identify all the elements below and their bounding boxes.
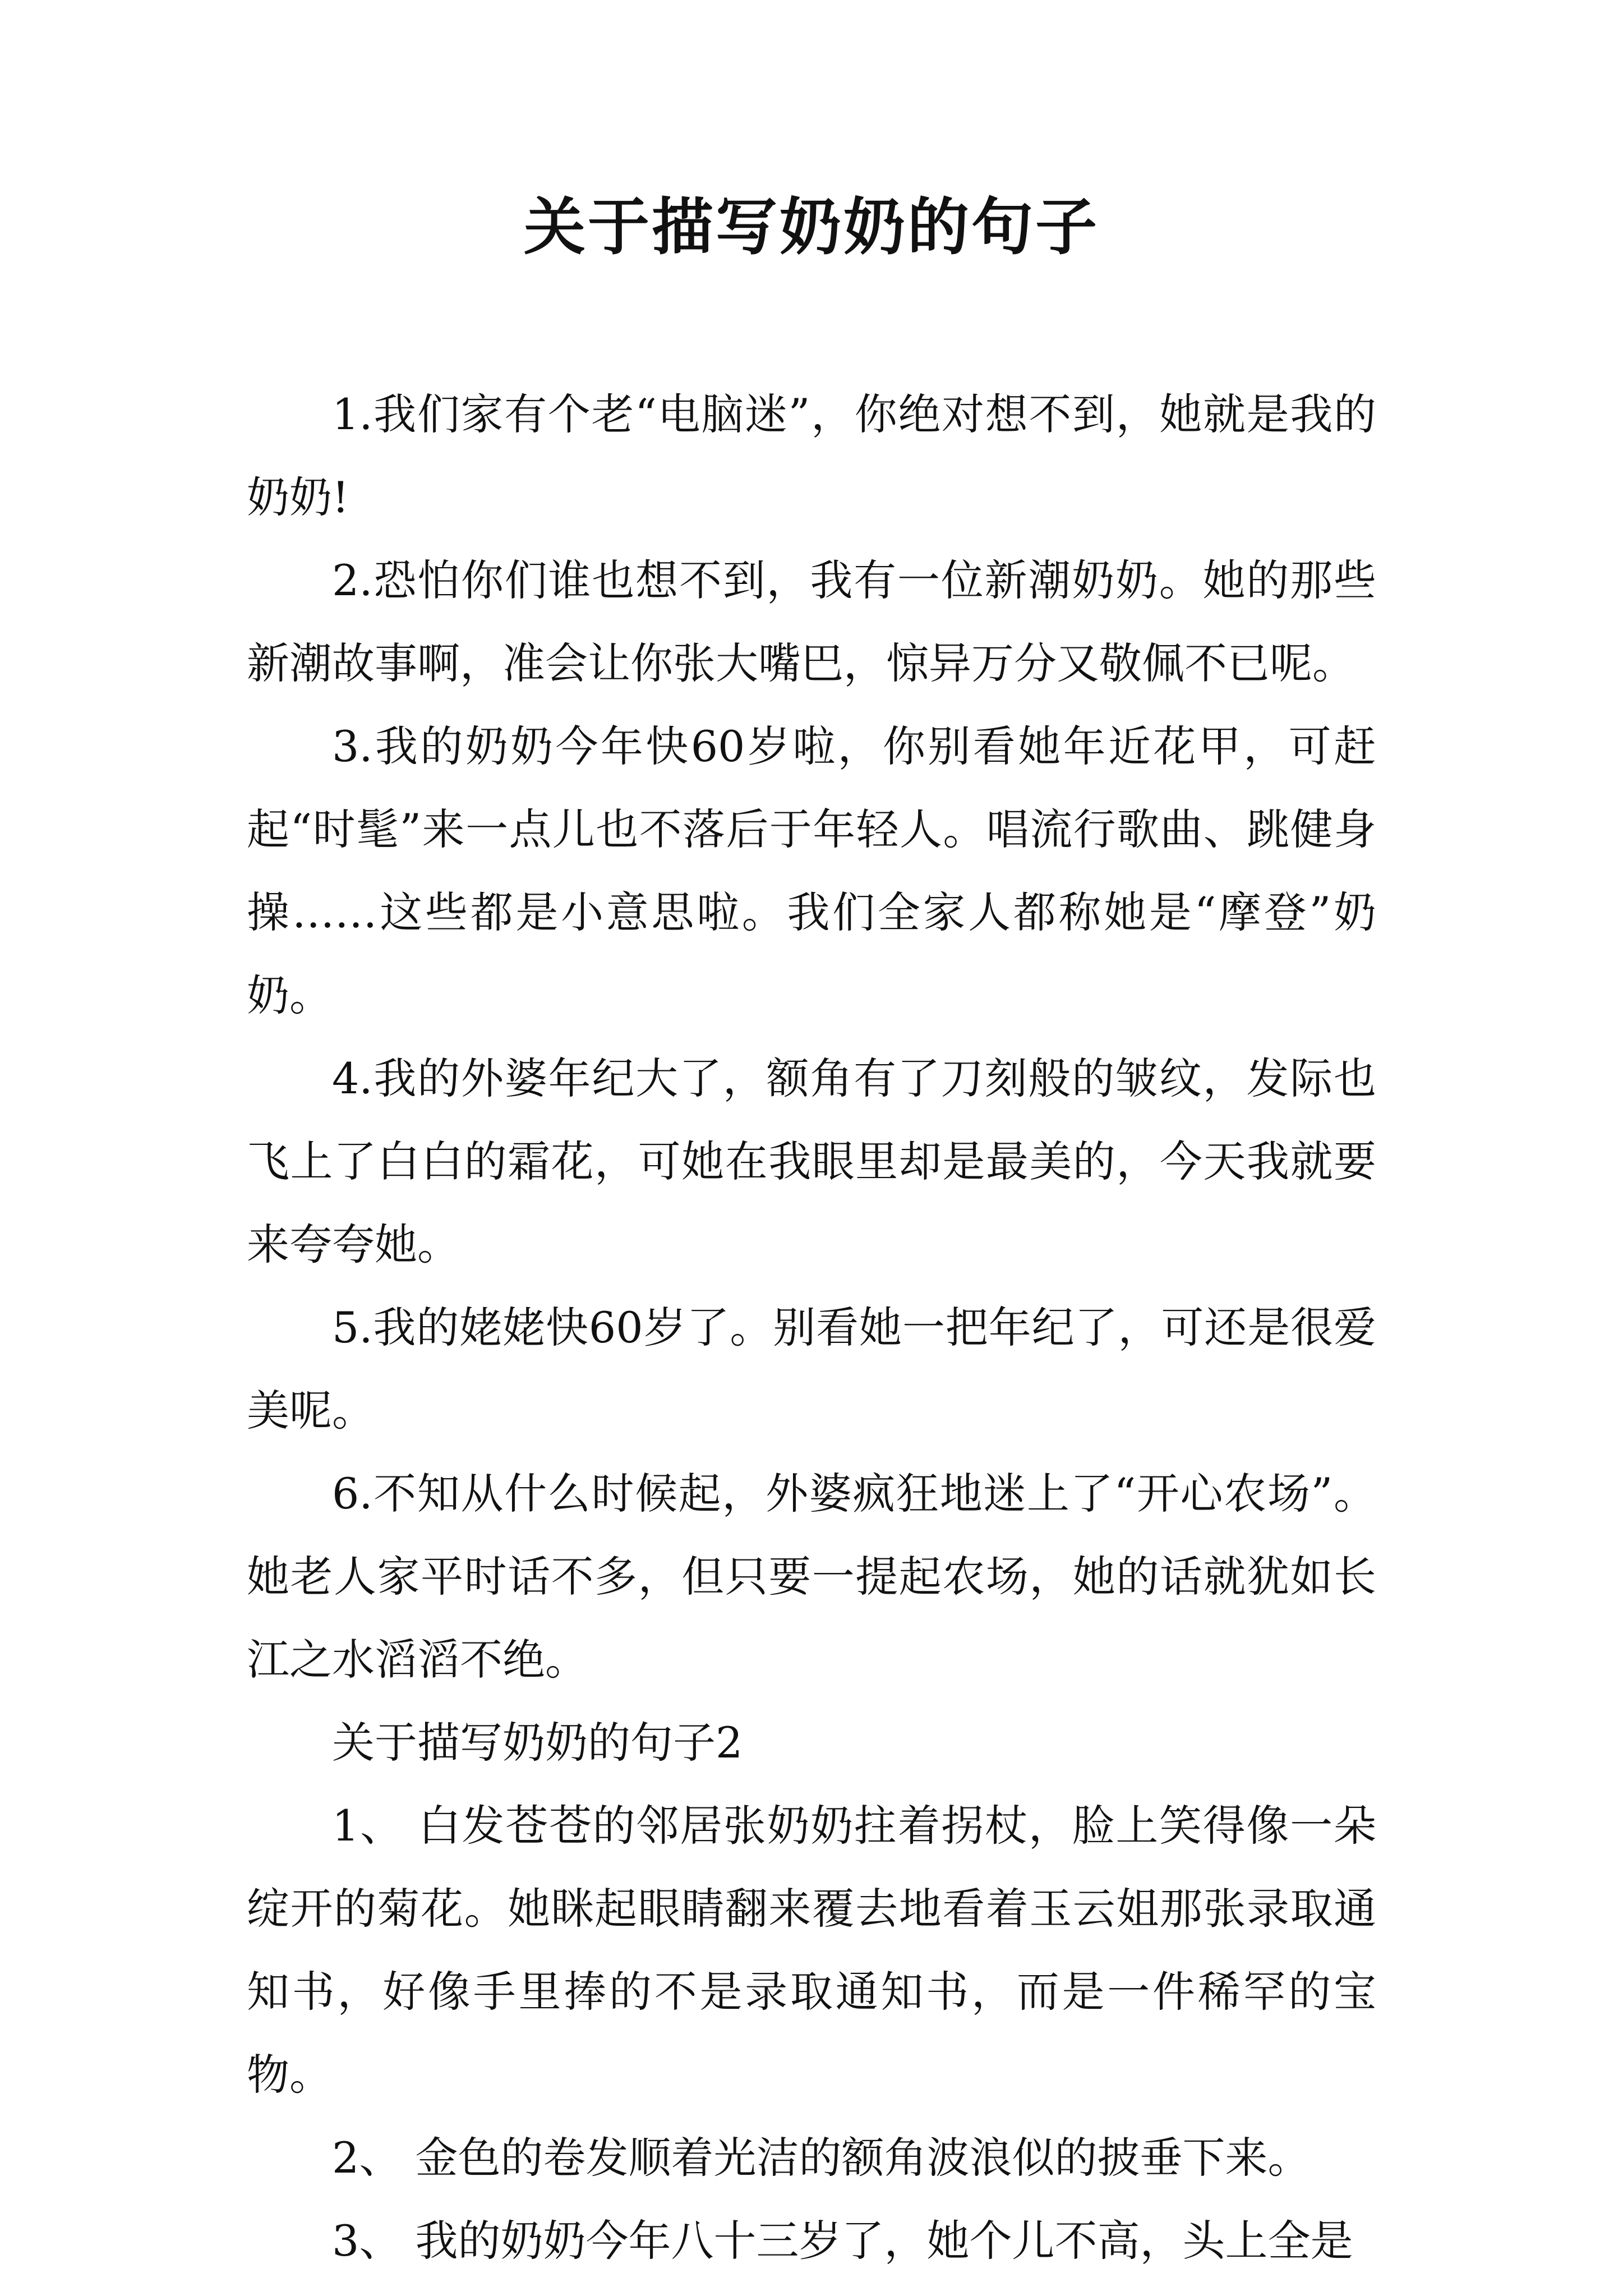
paragraph-1: 1.我们家有个老“电脑迷”，你绝对想不到，她就是我的奶奶! [247,389,1376,522]
paragraph-4: 4.我的外婆年纪大了，额角有了刀刻般的皱纹，发际也飞上了白白的霜花，可她在我眼里却是最美的，今天我就要来夸夸她。 [247,1053,1376,1269]
paragraph-9: 3、 我的奶奶今年八十三岁了，她个儿不高，头上全是 [332,2216,1353,2266]
paragraph-3: 3.我的奶奶今年快60岁啦，你别看她年近花甲，可赶起“时髦”来一点儿也不落后于年轻人。唱流行歌曲、跳健身操……这些都是小意思啦。我们全家人都称她是“摩登”奶奶。 [247,721,1376,1020]
paragraph-7: 1、 白发苍苍的邻居张奶奶拄着拐杖，脸上笑得像一朵绽开的菊花。她眯起眼睛翻来覆去地看着玉云姐那张录取通知书，好像手里捧的不是录取通知书，而是一件稀罕的宝物。 [247,1801,1376,2100]
section-heading-2: 关于描写奶奶的句子2 [332,1718,743,1768]
paragraph-8: 2、 金色的卷发顺着光洁的额角波浪似的披垂下来。 [332,2133,1311,2183]
document-body [247,373,1376,2283]
paragraph-2: 2.恐怕你们谁也想不到，我有一位新潮奶奶。她的那些新潮故事啊，准会让你张大嘴巴，惊异万分又敬佩不已呢。 [247,555,1376,688]
document-title: 关于描写奶奶的句子 [524,191,1099,263]
paragraph-6: 6.不知从什么时候起，外婆疯狂地迷上了“开心农场”。她老人家平时话不多，但只要一提起农场，她的话就犹如长江之水滔滔不绝。 [247,1469,1376,1685]
paragraph-5: 5.我的姥姥快60岁了。别看她一把年纪了，可还是很爱美呢。 [247,1303,1376,1435]
